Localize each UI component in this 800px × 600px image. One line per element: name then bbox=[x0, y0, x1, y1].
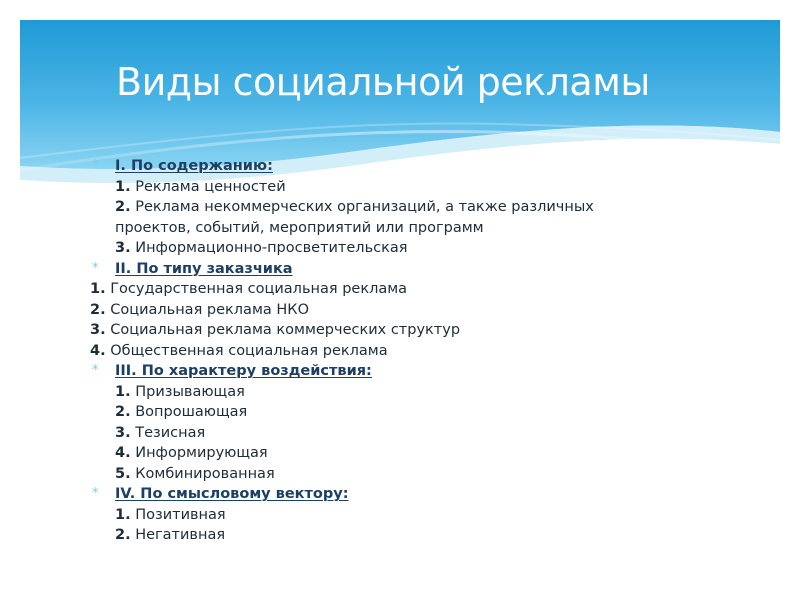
item-number: 2. bbox=[115, 199, 131, 215]
list-item bbox=[80, 218, 690, 239]
list-item bbox=[80, 525, 690, 546]
section-heading: IV. По смысловому вектору: bbox=[115, 486, 349, 502]
item-text: Информационно-просветительская bbox=[135, 240, 408, 256]
section-2 bbox=[80, 259, 690, 362]
item-number: 2. bbox=[115, 404, 131, 420]
item-text: Социальная реклама коммерческих структур bbox=[110, 322, 461, 338]
item-text: Реклама ценностей bbox=[135, 178, 286, 195]
list-item bbox=[80, 177, 690, 198]
item-number: 2. bbox=[115, 527, 131, 543]
item-number: 2. bbox=[90, 301, 106, 318]
bullet-icon: * bbox=[92, 486, 99, 501]
item-text: Позитивная bbox=[135, 506, 226, 523]
item-number: 1. bbox=[90, 281, 106, 297]
item-text: Информирующая bbox=[135, 445, 268, 461]
list-item bbox=[80, 279, 690, 300]
list-item bbox=[80, 320, 690, 341]
item-number: 3. bbox=[115, 424, 131, 441]
list-item bbox=[80, 238, 690, 259]
bullet-icon: * bbox=[92, 363, 99, 378]
section-heading: II. По типу заказчика bbox=[115, 260, 293, 277]
list-item bbox=[80, 402, 690, 423]
list-item bbox=[80, 382, 690, 403]
list-item bbox=[80, 423, 690, 444]
list-item bbox=[80, 464, 690, 485]
list-item bbox=[80, 443, 690, 464]
section-heading: I. По содержанию: bbox=[115, 158, 273, 174]
item-text: Призывающая bbox=[135, 383, 245, 400]
item-text: Государственная социальная реклама bbox=[110, 281, 408, 297]
item-number: 4. bbox=[115, 445, 131, 461]
item-number: 4. bbox=[90, 342, 106, 359]
item-number: 1. bbox=[115, 383, 131, 400]
item-text: Негативная bbox=[135, 527, 226, 543]
slide-title: Виды социальной рекламы bbox=[116, 60, 650, 104]
item-text: Социальная реклама НКО bbox=[110, 301, 309, 318]
list-item bbox=[80, 300, 690, 321]
item-text: Вопрошающая bbox=[135, 404, 248, 420]
item-number: 3. bbox=[115, 240, 131, 256]
item-text: Тезисная bbox=[135, 424, 206, 441]
item-number: 5. bbox=[115, 465, 131, 482]
item-text: Общественная социальная реклама bbox=[110, 342, 388, 359]
bullet-icon: * bbox=[92, 158, 99, 173]
item-number: 3. bbox=[90, 322, 106, 338]
section-heading: III. По характеру воздействия: bbox=[115, 363, 372, 379]
item-text: Реклама некоммерческих организаций, а также различных bbox=[135, 199, 594, 215]
list-item bbox=[80, 505, 690, 526]
section-3 bbox=[80, 361, 690, 484]
list-item bbox=[80, 341, 690, 362]
list-item bbox=[80, 197, 690, 218]
item-text: проектов, событий, мероприятий или программ bbox=[115, 219, 484, 236]
item-text: Комбинированная bbox=[135, 465, 275, 482]
bullet-icon: * bbox=[92, 260, 99, 276]
section-1 bbox=[80, 156, 690, 259]
item-number: 1. bbox=[115, 178, 131, 195]
section-4 bbox=[80, 484, 690, 546]
content-list bbox=[80, 156, 690, 546]
item-number: 1. bbox=[115, 506, 131, 523]
